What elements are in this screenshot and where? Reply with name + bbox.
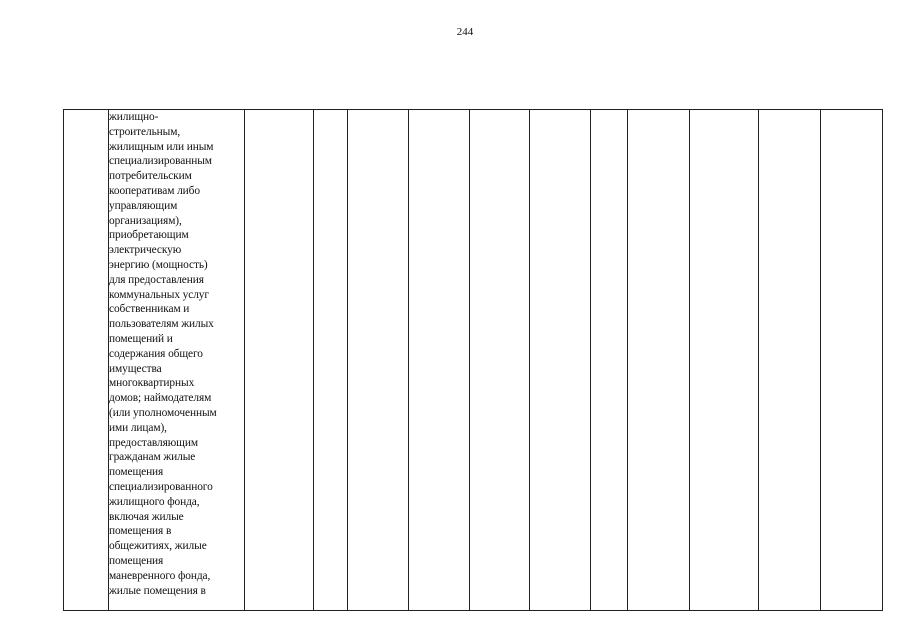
table-cell [409,110,470,611]
table-cell-number [64,110,109,611]
page-number: 244 [456,26,474,38]
table-cell [759,110,821,611]
table-cell [591,110,628,611]
tariff-table [63,109,883,611]
table-cell [348,110,409,611]
table-cell [821,110,883,611]
table-cell-description: жилищно- строительным, жилищным или иным специализированным потребительским кооперативам либо управляющим организациям), приобретающим электрическую энергию (мощность) для предоставления коммунальных услуг собственникам и пользователям жилых помещений и содержания общего имущества многоквартирных домов; наймодателям (или уполномоченным ими лицам), предоставляющим гражданам жилые помещения специализированного жилищного фонда, включая жилые помещения в общежитиях, жилые помещения маневренного фонда, жилые помещения в [109,110,245,611]
table-cell [245,110,314,611]
table-row [64,110,883,611]
table-cell [690,110,759,611]
table-cell [530,110,591,611]
table-cell [628,110,690,611]
table-cell [314,110,348,611]
table-cell [470,110,530,611]
